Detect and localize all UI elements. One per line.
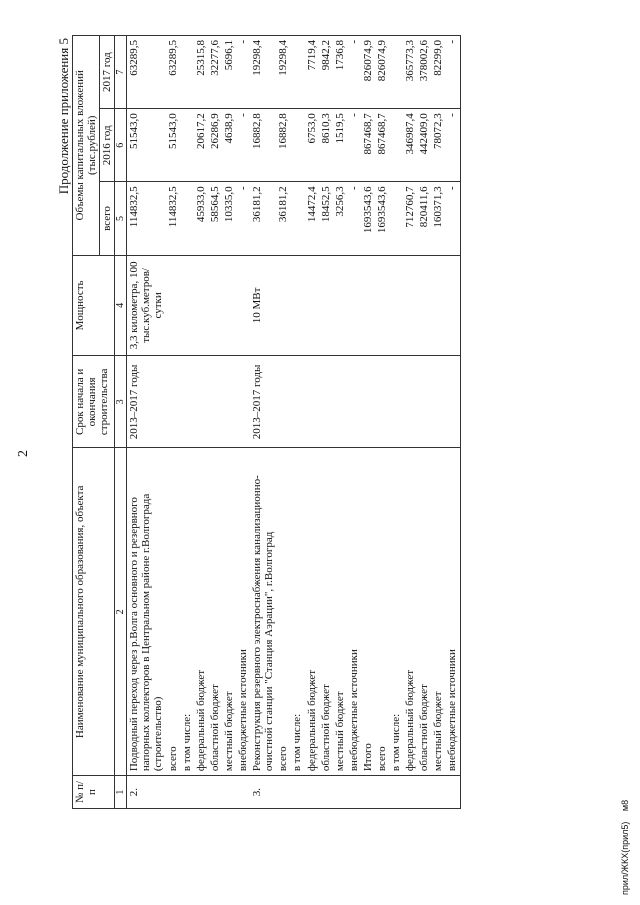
cell-name: федеральный бюджет xyxy=(194,448,208,776)
cell-name: областной бюджет xyxy=(208,448,222,776)
header-investments: Объемы капитальных вложений (тыс.рублей) xyxy=(73,36,100,256)
cell-name: областной бюджет xyxy=(319,448,333,776)
cell-2017: 32277,6 xyxy=(208,36,222,109)
column-index: 6 xyxy=(115,109,127,182)
header-2017: 2017 год xyxy=(100,36,115,109)
cell-total: 45933,0 xyxy=(194,182,208,255)
column-index: 5 xyxy=(115,182,127,255)
cell-num xyxy=(333,776,347,809)
cell-2016: 442409,0 xyxy=(417,109,431,182)
cell-total: 36181,2 xyxy=(276,182,290,255)
continuation-title: Продолжение приложения 5 xyxy=(56,38,71,195)
cell-total: 10335,0 xyxy=(222,182,236,255)
cell-2016 xyxy=(180,109,194,182)
table-row xyxy=(319,36,333,809)
cell-name: местный бюджет xyxy=(333,448,347,776)
cell-name: внебюджетные источники xyxy=(347,448,361,776)
cell-name: всего xyxy=(166,448,180,776)
cell-2017: 378002,6 xyxy=(417,36,431,109)
cell-name: федеральный бюджет xyxy=(305,448,319,776)
cell-num xyxy=(276,776,290,809)
cell-capacity xyxy=(403,255,417,356)
table-row xyxy=(431,36,445,809)
cell-num xyxy=(180,776,194,809)
cell-term xyxy=(361,356,375,448)
cell-total xyxy=(389,182,403,255)
cell-capacity xyxy=(236,255,250,356)
cell-2016: 26286,9 xyxy=(208,109,222,182)
cell-num xyxy=(431,776,445,809)
table-row xyxy=(194,36,208,809)
cell-capacity xyxy=(333,255,347,356)
cell-2017 xyxy=(389,36,403,109)
cell-capacity xyxy=(361,255,375,356)
cell-2017: 19298,4 xyxy=(276,36,290,109)
table-row xyxy=(250,36,276,809)
footer-file: прил/ЖКХ(прил5) xyxy=(620,821,630,895)
cell-total: 58564,5 xyxy=(208,182,222,255)
cell-term xyxy=(166,356,180,448)
column-index: 7 xyxy=(115,36,127,109)
cell-total xyxy=(180,182,194,255)
cell-capacity xyxy=(417,255,431,356)
table-row xyxy=(276,36,290,809)
table-row xyxy=(445,36,460,809)
cell-num xyxy=(417,776,431,809)
cell-capacity xyxy=(347,255,361,356)
cell-2017: 5696,1 xyxy=(222,36,236,109)
cell-num xyxy=(208,776,222,809)
cell-capacity xyxy=(389,255,403,356)
cell-total xyxy=(290,182,304,255)
cell-term xyxy=(389,356,403,448)
cell-total: - xyxy=(236,182,250,255)
cell-total: 36181,2 xyxy=(250,182,276,255)
table-row xyxy=(290,36,304,809)
cell-name: всего xyxy=(375,448,389,776)
cell-total: 14472,4 xyxy=(305,182,319,255)
cell-term xyxy=(319,356,333,448)
cell-total: 114832,5 xyxy=(166,182,180,255)
table-row xyxy=(389,36,403,809)
cell-2016: 16882,8 xyxy=(276,109,290,182)
cell-name: внебюджетные источники xyxy=(236,448,250,776)
cell-capacity xyxy=(166,255,180,356)
cell-total: 160371,3 xyxy=(431,182,445,255)
cell-2017: 82299,0 xyxy=(431,36,445,109)
cell-term xyxy=(305,356,319,448)
column-index: 1 xyxy=(115,776,127,809)
cell-name: всего xyxy=(276,448,290,776)
cell-term xyxy=(236,356,250,448)
cell-2017: 63289,5 xyxy=(127,36,166,109)
cell-term xyxy=(445,356,460,448)
cell-num xyxy=(389,776,403,809)
cell-2017: 63289,5 xyxy=(166,36,180,109)
header-num: № п/п xyxy=(73,776,115,809)
column-index: 4 xyxy=(115,255,127,356)
table-row xyxy=(222,36,236,809)
cell-term: 2013–2017 годы xyxy=(127,356,166,448)
cell-capacity xyxy=(290,255,304,356)
cell-2016: 78072,3 xyxy=(431,109,445,182)
cell-2016: 51543,0 xyxy=(166,109,180,182)
cell-num xyxy=(194,776,208,809)
cell-total: 1693543,6 xyxy=(375,182,389,255)
cell-2016 xyxy=(389,109,403,182)
cell-2016: 867468,7 xyxy=(361,109,375,182)
cell-2016: 1519,5 xyxy=(333,109,347,182)
cell-capacity: 3,3 километра, 100 тыс.куб.метров/ сутки xyxy=(127,255,166,356)
cell-total: 114832,5 xyxy=(127,182,166,255)
table-row xyxy=(347,36,361,809)
cell-num xyxy=(361,776,375,809)
header-2016: 2016 год xyxy=(100,109,115,182)
header-name: Наименование муниципального образования, объекта xyxy=(73,448,115,776)
cell-num xyxy=(445,776,460,809)
cell-num xyxy=(222,776,236,809)
cell-name: Реконструкция резервного электроснабжения канализационно-очистной станции "Станция Аэрации", г.Волгоград xyxy=(250,448,276,776)
table-row xyxy=(305,36,319,809)
cell-2016: 20617,2 xyxy=(194,109,208,182)
header-capacity: Мощность xyxy=(73,255,115,356)
cell-num xyxy=(166,776,180,809)
cell-2016: 6753,0 xyxy=(305,109,319,182)
cell-2017: 9842,2 xyxy=(319,36,333,109)
table-row xyxy=(236,36,250,809)
cell-num xyxy=(403,776,417,809)
table-row xyxy=(333,36,347,809)
cell-term xyxy=(276,356,290,448)
cell-2017 xyxy=(180,36,194,109)
column-index: 2 xyxy=(115,448,127,776)
cell-name: в том числе: xyxy=(180,448,194,776)
cell-num xyxy=(375,776,389,809)
cell-2016: - xyxy=(347,109,361,182)
cell-total: 820411,6 xyxy=(417,182,431,255)
cell-2017: 826074,9 xyxy=(375,36,389,109)
column-index-row xyxy=(115,36,127,809)
cell-2017: - xyxy=(347,36,361,109)
cell-2016: 867468,7 xyxy=(375,109,389,182)
cell-capacity xyxy=(445,255,460,356)
table-row xyxy=(208,36,222,809)
table-row xyxy=(166,36,180,809)
cell-total: 18452,5 xyxy=(319,182,333,255)
cell-name: местный бюджет xyxy=(222,448,236,776)
cell-total: 712760,7 xyxy=(403,182,417,255)
cell-2017: 7719,4 xyxy=(305,36,319,109)
cell-term xyxy=(333,356,347,448)
cell-2016 xyxy=(290,109,304,182)
header-row xyxy=(73,36,100,809)
cell-2016: 51543,0 xyxy=(127,109,166,182)
page-number: 2 xyxy=(16,450,31,457)
cell-name: Итого xyxy=(361,448,375,776)
cell-total: - xyxy=(445,182,460,255)
cell-capacity xyxy=(208,255,222,356)
cell-2017: 19298,4 xyxy=(250,36,276,109)
cell-2017 xyxy=(290,36,304,109)
cell-term xyxy=(431,356,445,448)
cell-name: областной бюджет xyxy=(417,448,431,776)
header-term: Срок начала и окончания строительства xyxy=(73,356,115,448)
cell-name: в том числе: xyxy=(389,448,403,776)
cell-term xyxy=(403,356,417,448)
cell-total: - xyxy=(347,182,361,255)
cell-term xyxy=(194,356,208,448)
cell-term xyxy=(180,356,194,448)
table-row xyxy=(361,36,375,809)
table-row xyxy=(403,36,417,809)
cell-2016: - xyxy=(236,109,250,182)
cell-name: внебюджетные источники xyxy=(445,448,460,776)
cell-name: Подводный переход через р.Волга основного и резервного напорных коллекторов в Центральном районе г.Волгограда (строительство) xyxy=(127,448,166,776)
cell-num xyxy=(347,776,361,809)
column-index: 3 xyxy=(115,356,127,448)
cell-capacity: 10 МВт xyxy=(250,255,276,356)
cell-2016: - xyxy=(445,109,460,182)
cell-term xyxy=(417,356,431,448)
cell-2016: 346987,4 xyxy=(403,109,417,182)
cell-2016: 8610,3 xyxy=(319,109,333,182)
cell-total: 1693543,6 xyxy=(361,182,375,255)
cell-term xyxy=(375,356,389,448)
cell-term: 2013–2017 годы xyxy=(250,356,276,448)
cell-capacity xyxy=(194,255,208,356)
cell-num: 3. xyxy=(250,776,276,809)
table-row xyxy=(375,36,389,809)
cell-2017: 1736,8 xyxy=(333,36,347,109)
cell-total: 3256,3 xyxy=(333,182,347,255)
cell-capacity xyxy=(375,255,389,356)
cell-capacity xyxy=(276,255,290,356)
cell-num xyxy=(319,776,333,809)
cell-2017: - xyxy=(236,36,250,109)
cell-capacity xyxy=(222,255,236,356)
table-row xyxy=(180,36,194,809)
cell-name: местный бюджет xyxy=(431,448,445,776)
cell-term xyxy=(222,356,236,448)
investment-table xyxy=(72,35,461,809)
cell-2017: - xyxy=(445,36,460,109)
cell-2017: 365773,3 xyxy=(403,36,417,109)
table-body xyxy=(127,36,460,809)
header-total: всего xyxy=(100,182,115,255)
table-row xyxy=(127,36,166,809)
table-row xyxy=(417,36,431,809)
cell-capacity xyxy=(305,255,319,356)
cell-num: 2. xyxy=(127,776,166,809)
footer-mark: м8 xyxy=(620,799,630,812)
cell-2016: 4638,9 xyxy=(222,109,236,182)
cell-term xyxy=(290,356,304,448)
cell-capacity xyxy=(180,255,194,356)
cell-capacity xyxy=(319,255,333,356)
cell-2017: 826074,9 xyxy=(361,36,375,109)
footer xyxy=(620,800,630,895)
cell-name: в том числе: xyxy=(290,448,304,776)
cell-2016: 16882,8 xyxy=(250,109,276,182)
cell-num xyxy=(290,776,304,809)
cell-num xyxy=(305,776,319,809)
cell-num xyxy=(236,776,250,809)
cell-term xyxy=(208,356,222,448)
cell-name: федеральный бюджет xyxy=(403,448,417,776)
cell-2017: 25315,8 xyxy=(194,36,208,109)
cell-capacity xyxy=(431,255,445,356)
cell-term xyxy=(347,356,361,448)
